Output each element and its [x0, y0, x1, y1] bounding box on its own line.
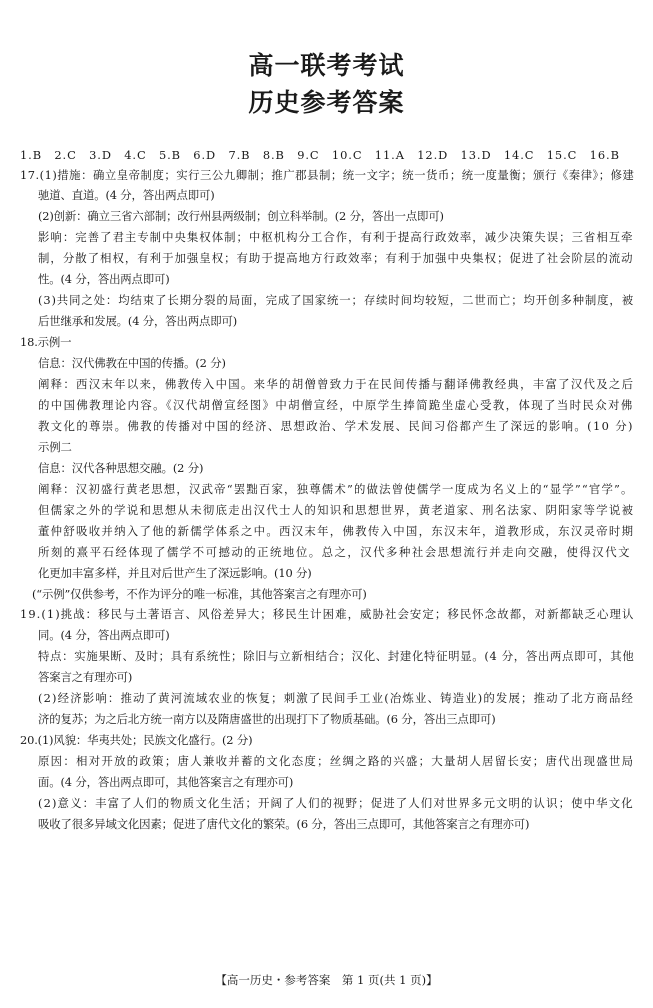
q17-line: 17.(1)措施：确立皇帝制度；实行三公九卿制；推广郡县制；统一文字；统一货币；统一度量衡；颁行《秦律》；修建: [20, 168, 635, 182]
q18-line: 信息：汉代佛教在中国的传播。(2 分): [38, 356, 226, 370]
q18-line: 示例二: [38, 440, 72, 454]
q17-line: 制，分散了相权，有利于加强皇权；有助于提高地方行政效率；有利于加强中央集权；促进了社会阶层的流动: [38, 251, 634, 265]
q20-line: 面。(4 分，答出两点即可，其他答案言之有理亦可): [38, 775, 294, 789]
q18-line: 教文化的尊崇。佛教的传播对中国的经济、思想政治、学术发展、民间习俗都产生了深远的影响。(10 分): [38, 419, 634, 433]
q18-line: 阐释：西汉末年以来，佛教传入中国。来华的胡僧曾致力于在民间传播与翻译佛教经典，丰富了汉代及之后: [38, 377, 635, 391]
q18-note: (“示例”仅供参考，不作为评分的唯一标准，其他答案言之有理亦可): [32, 587, 367, 601]
q17-line: 驰道、直道。(4 分，答出两点即可): [38, 188, 215, 202]
q17-line: 性。(4 分，答出两点即可): [38, 272, 170, 286]
q18-line: 阐释：汉初盛行黄老思想，汉武帝“罢黜百家，独尊儒术”的做法曾使儒学一度成为名义上的“显学”“官学”。: [38, 482, 634, 496]
document-title-line-1: 高一联考考试: [248, 51, 405, 80]
mc-answers-line: 1.B 2.C 3.D 4.C 5.B 6.D 7.B 8.B 9.C 10.C 11.A 12.D 13.D 14.C 15.C 16.B: [20, 148, 620, 162]
q17-line: (3)共同之处：均结束了长期分裂的局面，完成了国家统一；存续时间均较短，二世而亡；均开创多种制度，被: [38, 293, 634, 307]
q17-line: 影响：完善了君主专制中央集权体制；中枢机构分工合作，有利于提高行政效率，减少决策失误；三省相互牵: [38, 230, 634, 244]
q17-line: 后世继承和发展。(4 分，答出两点即可): [38, 314, 238, 328]
q20-line: (2)意义：丰富了人们的物质文化生活；开阔了人们的视野；促进了人们对世界多元文明的认识；使中华文化: [38, 796, 634, 810]
q17-line: (2)创新：确立三省六部制；改行州县两级制；创立科举制。(2 分，答出一点即可): [38, 209, 444, 223]
q18-line: 18.示例一: [20, 335, 72, 349]
q20-line: 吸收了很多异域文化因素；促进了唐代文化的繁荣。(6 分，答出三点即可，其他答案言之有理亦可): [38, 817, 530, 831]
q19-line: 答案言之有理亦可): [38, 670, 133, 684]
q19-line: (2)经济影响：推动了黄河流域农业的恢复；刺激了民间手工业(冶炼业、铸造业)的发展；推动了北方商品经: [38, 691, 635, 705]
q18-line: 信息：汉代各种思想交融。(2 分): [38, 461, 204, 475]
q20-line: 20.(1)风貌：华夷共处；民族文化盛行。(2 分): [20, 733, 253, 747]
q19-line: 同。(4 分，答出两点即可): [38, 628, 170, 642]
q19-line: 19.(1)挑战：移民与土著语言、风俗差异大；移民生计困难，威胁社会安定；移民怀念故都，对新都缺乏心理认: [20, 607, 635, 621]
q18-line: 化更加丰富多样，并且对后世产生了深远影响。(10 分): [38, 566, 312, 580]
q18-line: 董仲舒吸收并纳入了他的新儒学体系之中。西汉末年，佛教传入中国，东汉末年，道教形成，东汉灵帝时期: [38, 524, 635, 538]
q20-line: 原因：相对开放的政策；唐人兼收并蓄的文化态度；丝绸之路的兴盛；大量胡人居留长安；唐代出现盛世局: [38, 754, 635, 768]
q18-line: 所刻的熹平石经体现了儒学不可撼动的正统地位。总之，汉代多种社会思想流行并走向交融，使得汉代文: [38, 545, 631, 559]
page-footer: 【高一历史・参考答案 第 1 页(共 1 页)】: [215, 973, 438, 987]
q19-line: 济的复苏；为之后北方统一南方以及隋唐盛世的出现打下了物质基础。(6 分，答出三点即可): [38, 712, 496, 726]
document-title-line-2: 历史参考答案: [248, 88, 405, 117]
q19-line: 特点：实施果断、及时；具有系统性；除旧与立新相结合；汉化、封建化特征明显。(4 分，答出两点即可，其他: [38, 649, 635, 663]
q18-line: 但儒家之外的学说和思想从未彻底走出汉代士人的知识和思想世界，黄老道家、刑名法家、阴阳家等学说被: [38, 503, 635, 517]
q18-line: 的中国佛教理论内容。《汉代胡僧宣经图》中胡僧宣经，中原学生捧简跪坐虚心受教，体现了当时民众对佛: [38, 398, 634, 412]
